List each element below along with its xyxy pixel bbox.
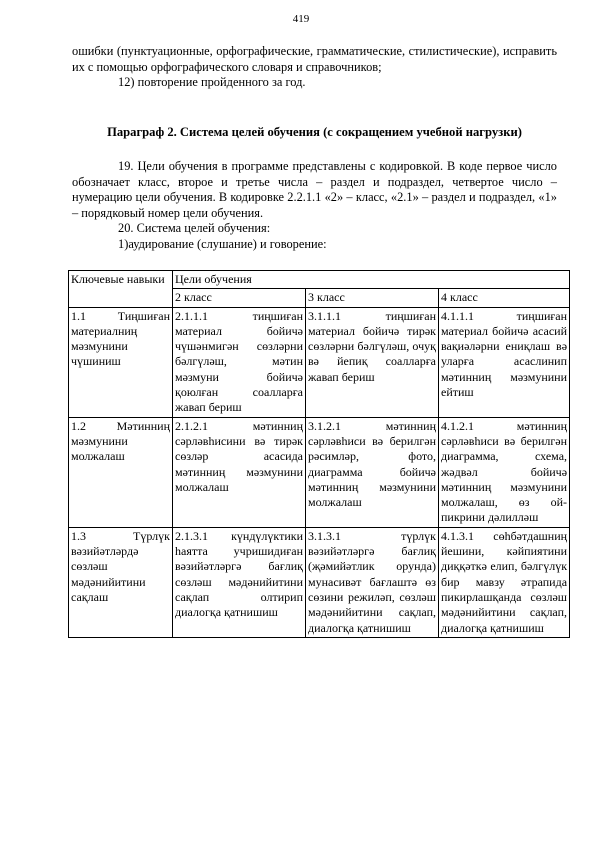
skill-cell: 1.1 Тиңшиған материалниң мәзмунини чүшиниш xyxy=(69,307,173,417)
table-header-row xyxy=(69,271,570,289)
header-grade-4: 4 класс xyxy=(439,289,570,307)
learning-goals-table xyxy=(68,270,570,638)
table-row xyxy=(69,417,570,527)
goal-cell: 4.1.2.1 мәтинниң сәрләвһиси вә берилгән диаграмма, схема, жәдвәл бойичә мәтинниң мәзмунини молжалаш, өз ой-пикрини дәлилләш xyxy=(439,417,570,527)
section-heading: Параграф 2. Система целей обучения (с сокращением учебной нагрузки) xyxy=(107,125,522,139)
goal-cell: 4.1.1.1 тиңшиған материал бойичә асасий вақиәләрни ениқлаш вә уларға асаслинип мәтинниң мәзмунини ейтиш xyxy=(439,307,570,417)
goal-cell: 3.1.1.1 тиңшиған материал бойичә тирәк сөзләрни бәлгүләш, очуқ вә йепиқ соалларға жавап бериш xyxy=(306,307,439,417)
page-number: 419 xyxy=(292,13,310,25)
section-19-block xyxy=(72,159,557,253)
paragraph-20: 20. Система целей обучения: xyxy=(118,221,271,236)
header-learning-goals: Цели обучения xyxy=(173,271,570,289)
table-row xyxy=(69,527,570,637)
goal-cell: 2.1.1.1 тиңшиған материал бойичә чүшәнмигән сөзләрни бәлгүләш, мәтин мәзмуни бойичә қоюлған соалларға жавап бериш xyxy=(173,307,306,417)
goal-cell: 2.1.3.1 күндүлүктики һаятта учришидиған вәзийәтләргә бағлиқ сөзләш мәдәнийитини сақлап олтирип диалогқа қатнишиш xyxy=(173,527,306,637)
paragraph-20-1: 1)аудирование (слушание) и говорение: xyxy=(118,236,327,251)
goal-cell: 3.1.2.1 мәтинниң сәрләвһиси вә берилгән рәсимләр, фото, диаграмма бойичә мәтинниң мәзмунини молжалаш xyxy=(306,417,439,527)
goal-cell: 2.1.2.1 мәтинниң сәрләвһисини вә тирәк сөзләр асасида мәтинниң мәзмунини молжалаш xyxy=(173,417,306,527)
skill-cell: 1.2 Мәтинниң мәзмунини молжалаш xyxy=(69,417,173,527)
header-key-skills: Ключевые навыки xyxy=(69,271,173,308)
table-row xyxy=(69,307,570,417)
header-grade-2: 2 класс xyxy=(173,289,306,307)
intro-block xyxy=(72,44,557,91)
paragraph-19: 19. Цели обучения в программе представлены с кодировкой. В коде первое число обозначает класс, второе и третье числа – раздел и подраздел, четвертое число – нумерацию цели обучения. В кодировке 2.2.1.1 «2» – класс, «2.1» – раздел и подраздел, «1» – порядковый номер цели обучения. xyxy=(72,159,557,220)
skill-cell: 1.3 Түрлүк вәзийәтләрдә сөзләш мәдәнийитини сақлаш xyxy=(69,527,173,637)
list-item-12: 12) повторение пройденного за год. xyxy=(118,75,306,90)
intro-paragraph: ошибки (пунктуационные, орфографические, грамматические, стилистические), исправить их с помощью орфографического словаря и справочников; xyxy=(72,44,557,74)
header-grade-3: 3 класс xyxy=(306,289,439,307)
goal-cell: 4.1.3.1 сөһбәтдашниң йешини, кәйпиятини диққәткә елип, бәлгүлүк бир мавзу әтрапида пикирлашқанда сөзләш мәдәнийитини сақлап, диалогқа қатнишиш xyxy=(439,527,570,637)
goal-cell: 3.1.3.1 түрлүк вәзийәтләргә бағлиқ (җәмийәтлик орунда) мунасивәт бағлаштә өз сөзини режиләп, сөзләш мәдәнийитини сақлап, диалогқа қатнишиш xyxy=(306,527,439,637)
